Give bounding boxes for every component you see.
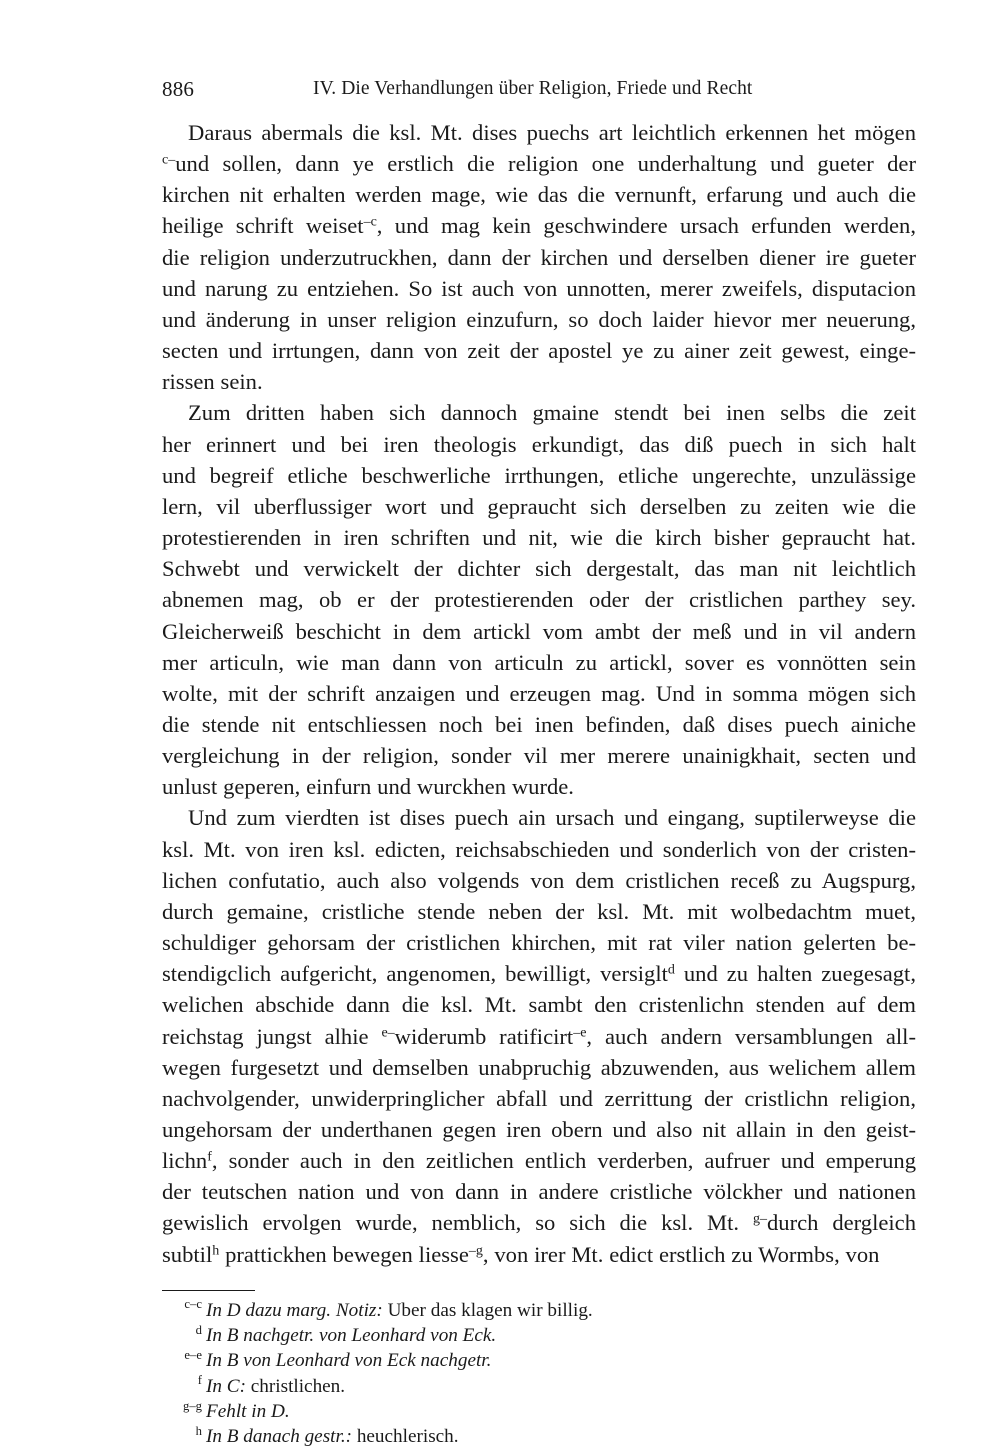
footnote-item (162, 1399, 916, 1424)
footnote-item-marker[interactable]: f (197, 1373, 202, 1388)
footnote-marker[interactable]: h (212, 1243, 220, 1259)
text-line: lern, vil uberflussiger wort und gepraucht sich derselben zu zeiten wie die (162, 493, 916, 519)
text-line: und narung zu entziehen. So ist auch von unnotten, merer zweifels, disputacion (162, 275, 916, 301)
footnote-item (162, 1298, 916, 1323)
paragraph-3 (162, 802, 916, 1269)
footnote-marker[interactable]: c– (162, 152, 176, 168)
text-line: stendigclich aufgericht, angenomen, bewilligt, versiglt$^d$ und zu halten zuegesagt, (162, 961, 916, 987)
footnote-source-note: In D dazu marg. Notiz: (206, 1299, 383, 1321)
footnote-variant-text: heuchlerisch. (352, 1426, 459, 1448)
text-line: subtil$^h$ prattickhen bewegen liesse$^{-g}$, von irer Mt. edict erstlich zu Wormbs, von (162, 1241, 880, 1267)
text-line: durch gemaine, cristliche stende neben der ksl. Mt. mit wolbedachtm muet, (162, 898, 916, 924)
text-line: $^{c-}$und sollen, dann ye erstlich die religion one underhaltung und gueter der (162, 151, 916, 177)
text-line: und änderung in unser religion einzufurn, so doch laider hievor mer neuerung, (162, 306, 916, 332)
text-line: mer articuln, wie man dann von articuln zu artickl, sover es vonnötten sein (162, 649, 916, 675)
text-line: secten und irrtungen, dann von zeit der apostel ye zu ainer zeit gewest, einge- (162, 338, 916, 364)
footnote-variant-text: Uber das klagen wir billig. (382, 1299, 593, 1321)
text-line: rissen sein. (162, 369, 263, 395)
text-line: Gleicherweiß beschicht in dem artickl vom ambt der meß und in vil andern (162, 618, 916, 644)
footnote-item (162, 1424, 916, 1449)
running-title: IV. Die Verhandlungen über Religion, Friede und Recht (313, 78, 753, 99)
footnote-item-marker[interactable]: e–e (184, 1348, 202, 1363)
footnote-marker[interactable]: g– (752, 1212, 767, 1228)
text-line: nachvolgender, unwiderpringlicher abfall und zerrittung der cristlichn religion, (162, 1085, 916, 1111)
footnote-marker[interactable]: d (667, 962, 675, 978)
footnote-item-marker[interactable]: h (195, 1423, 202, 1438)
text-line: lichn$^f$, sonder auch in den zeitlichen entlich verderben, aufruer und emperung (162, 1148, 916, 1174)
text-line: her erinnert und bei iren theologis erkundigt, das diß puech in sich halt (162, 431, 916, 457)
footnote-source-note: Fehlt in D. (206, 1400, 290, 1422)
footnote-variant-text: christlichen. (245, 1375, 346, 1397)
paragraph-2 (162, 397, 916, 802)
footnote-item (162, 1348, 916, 1373)
text-line: ungehorsam der underthanen gegen iren obern und also nit allain in den geist- (162, 1117, 916, 1142)
text-line: schuldiger gehorsam der cristlichen khirchen, mit rat viler nation gelerten be- (162, 930, 916, 956)
text-line: heilige schrift weiset$^{-c}$, und mag kein geschwindere ursach erfunden werden, (162, 213, 916, 239)
footnote-source-note: In C: (206, 1375, 246, 1397)
text-line: ksl. Mt. von iren ksl. edicten, reichsabschieden und sonderlich von der cristen- (162, 836, 916, 862)
footnote-item-marker[interactable]: g–g (183, 1398, 202, 1413)
text-line: vergleichung in der religion, sonder vil mer merere unainigkhait, secten und (162, 743, 916, 769)
body-text (162, 117, 916, 1270)
footnote-separator-rule (162, 1290, 255, 1291)
text-line: die stende nit entschliessen noch bei inen befinden, daß dises puech ainiche (162, 711, 916, 737)
text-line: welichen abschide dann die ksl. Mt. sambt den cristenlichn stenden auf dem (162, 992, 916, 1018)
text-line: Daraus abermals die ksl. Mt. dises puechs art leichtlich erkennen het mögen (188, 120, 916, 145)
text-line: reichstag jungst alhie $^{e-}$widerumb ratificirt$^{-e}$, auch andern versamblungen all- (162, 1023, 916, 1049)
footnote-marker[interactable]: –c (363, 215, 377, 231)
text-line: gewislich ervolgen wurde, nemblich, so sich die ksl. Mt. $^{g-}$durch dergleich (162, 1210, 917, 1236)
text-line: lichen confutatio, auch also volgends von dem cristlichen receß zu Augspurg, (162, 867, 916, 893)
text-line: wegen furgesetzt und demselben unabpruchig abzuwenden, aus welichem allem (162, 1054, 916, 1080)
footnote-source-note: In B danach gestr.: (206, 1426, 353, 1448)
footnote-source-note: In B nachgetr. von Leonhard von Eck. (206, 1325, 497, 1347)
text-line: unlust geperen, einfurn und wurckhen wurde. (162, 774, 574, 800)
page-content (162, 72, 916, 1450)
footnote-marker[interactable]: –e (573, 1025, 587, 1041)
page-number: 886 (162, 77, 195, 101)
paragraph-1 (162, 117, 916, 397)
text-line: der teutschen nation und von dann in andere cristliche völckher und nationen (162, 1179, 916, 1205)
footnote-source-note: In B von Leonhard von Eck nachgetr. (206, 1350, 492, 1372)
text-line: Schwebt und verwickelt der dichter sich dergestalt, das man nit leichtlich (162, 556, 916, 582)
footnote-item (162, 1374, 916, 1399)
text-line: kirchen nit erhalten werden mage, wie das die vernunft, erfarung und auch die (162, 182, 916, 208)
footnote-marker[interactable]: f (207, 1149, 212, 1165)
text-line: und begreif etliche beschwerliche irrthungen, etliche ungerechte, unzulässige (162, 462, 916, 488)
footnote-marker[interactable]: e– (381, 1025, 395, 1041)
footnote-marker[interactable]: –g (468, 1243, 483, 1259)
text-line: Zum dritten haben sich dannoch gmaine stendt bei inen selbs die zeit (188, 400, 916, 426)
footnote-section (162, 1290, 916, 1450)
footnote-list (162, 1298, 916, 1450)
running-head (162, 72, 916, 106)
footnote-item-marker[interactable]: c–c (184, 1297, 202, 1312)
text-line: Und zum vierdten ist dises puech ain ursach und eingang, suptilerweyse die (188, 805, 916, 831)
text-line: protestierenden in iren schriften und nit, wie die kirch bisher gepraucht hat. (162, 525, 916, 551)
footnote-item (162, 1323, 916, 1348)
footnote-item-marker[interactable]: d (195, 1322, 202, 1337)
text-line: abnemen mag, ob er der protestierenden oder der cristlichen parthey sey. (162, 587, 916, 613)
text-line: wolte, mit der schrift anzaigen und erzeugen mag. Und in somma mögen sich (162, 680, 916, 706)
text-line: die religion underzutruckhen, dann der kirchen und derselben diener ire gueter (162, 244, 916, 270)
